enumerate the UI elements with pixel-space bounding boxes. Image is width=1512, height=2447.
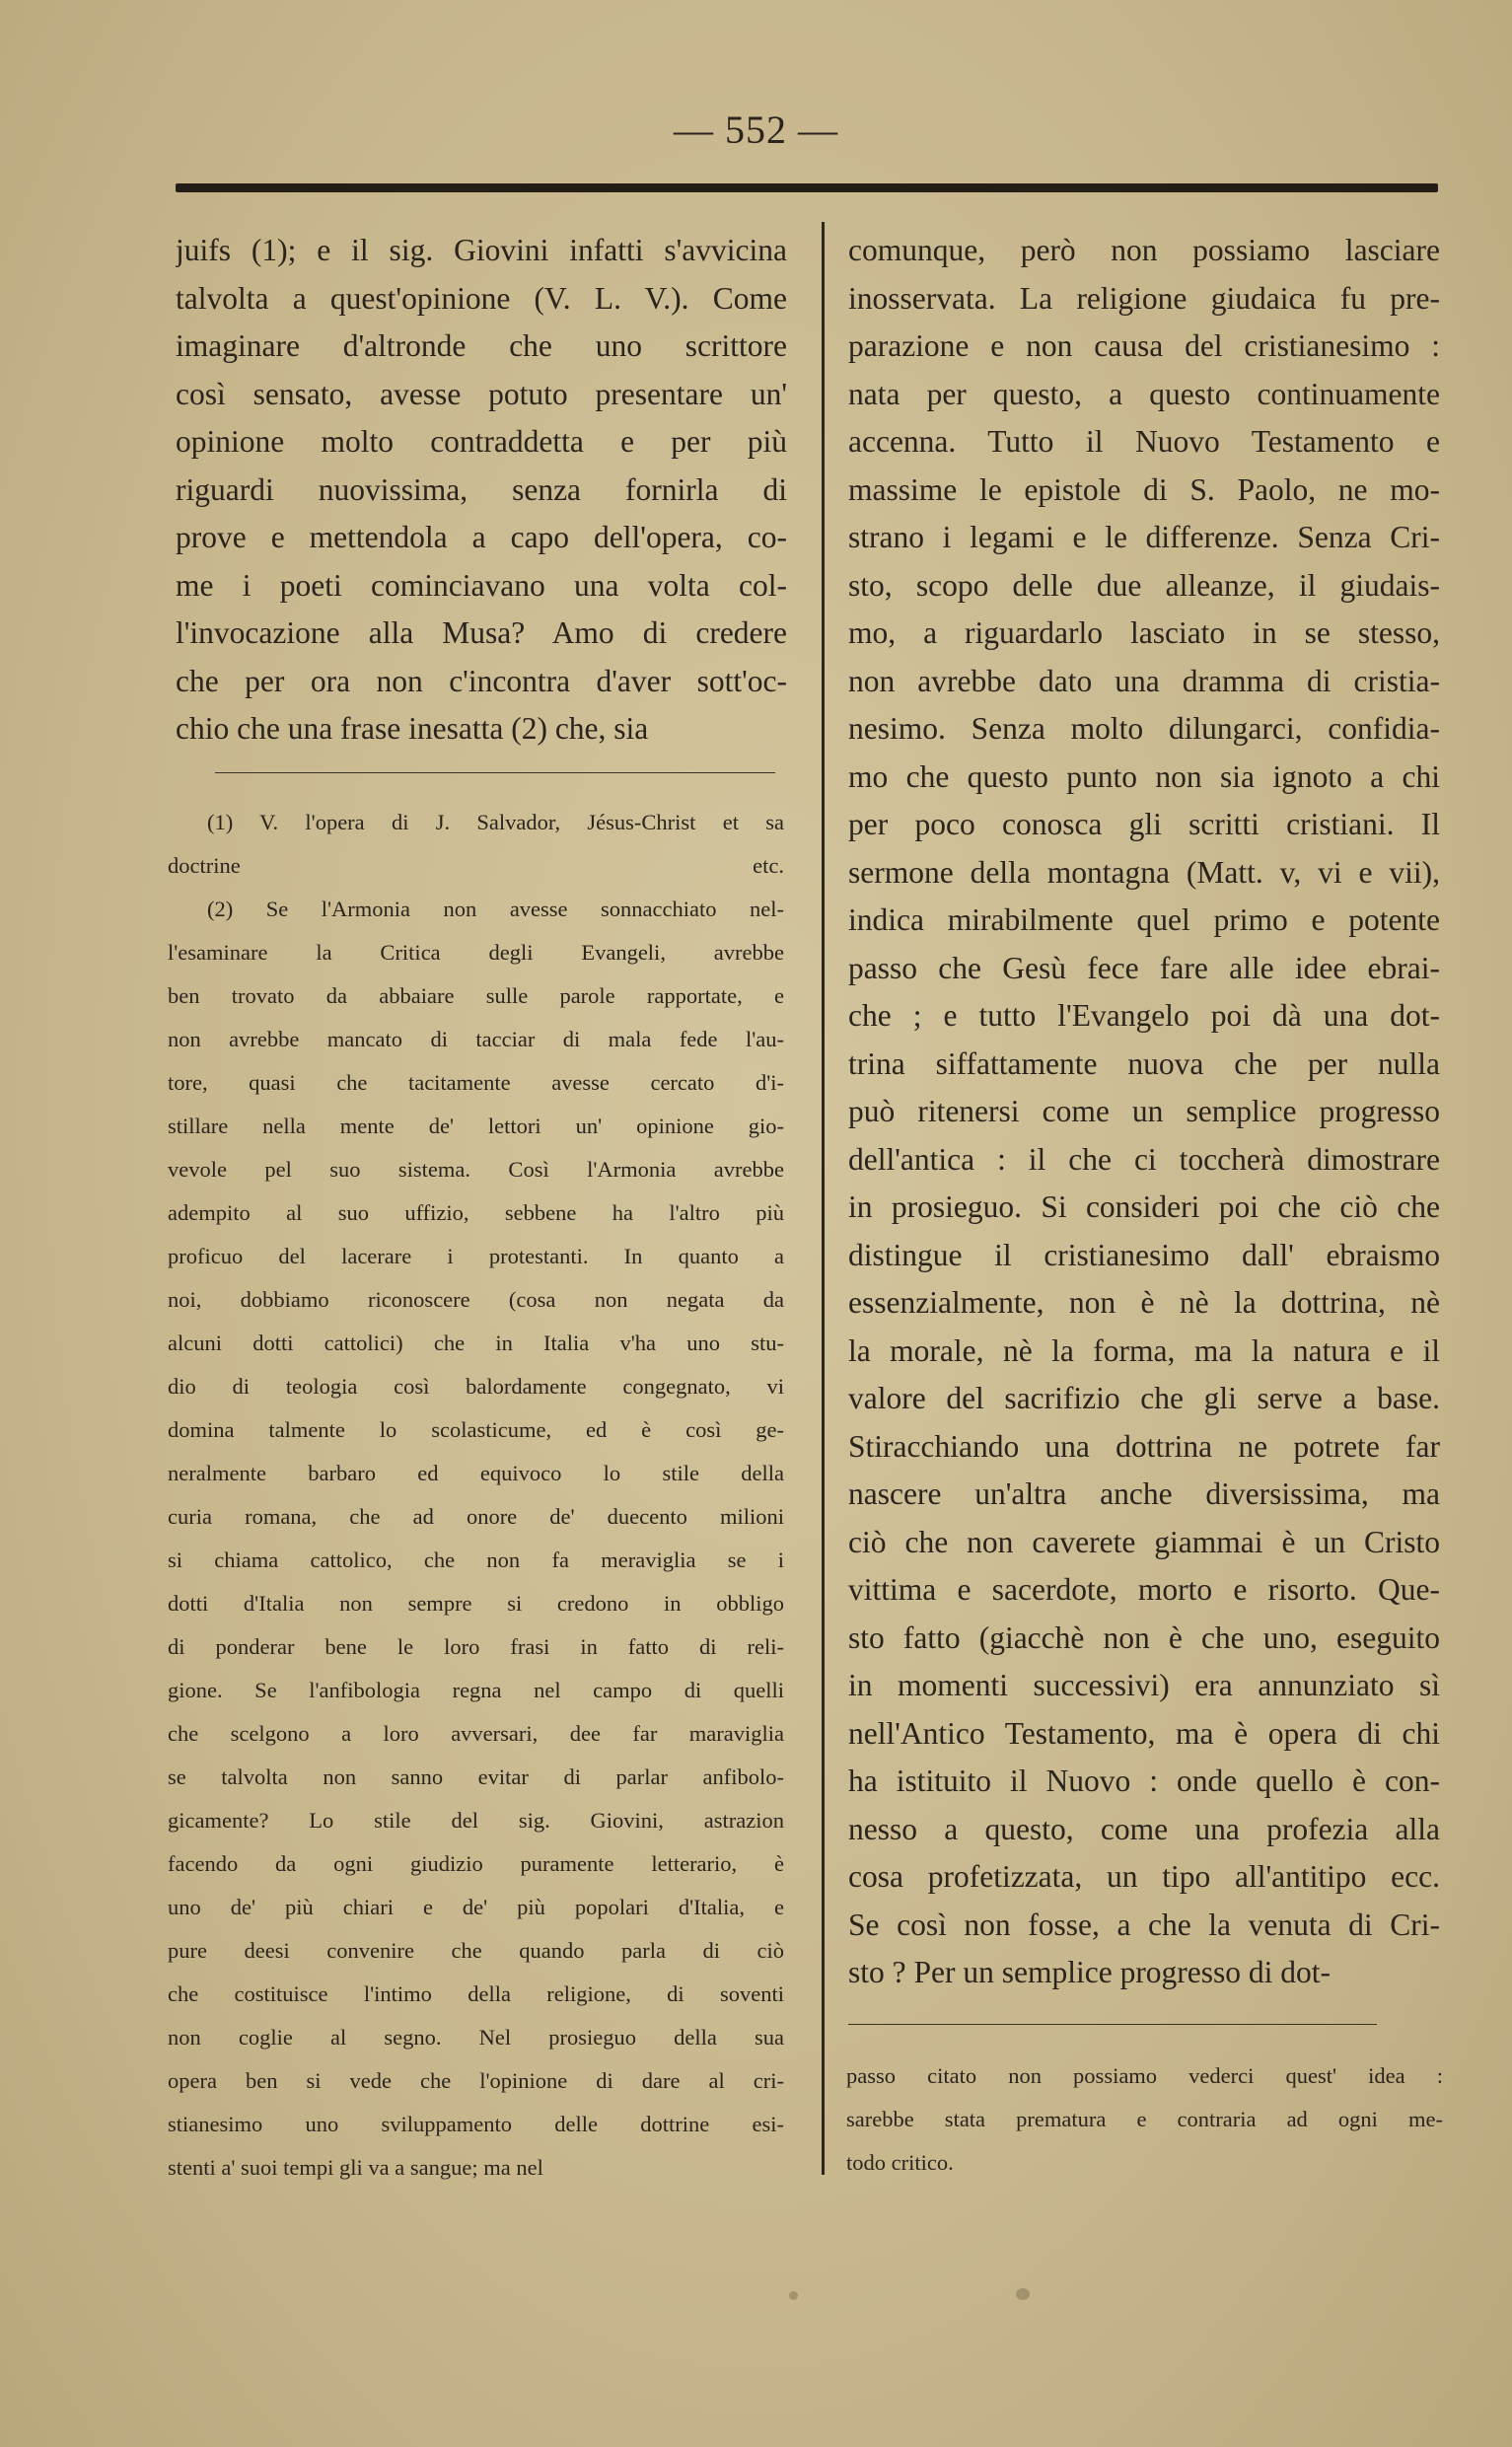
text-line: nesso a questo, come una profezia alla	[848, 1811, 1440, 1846]
text-line: nascere un'altra anche diversissima, ma	[848, 1476, 1440, 1511]
footnote-line: opera ben si vede che l'opinione di dare al cri-	[168, 2068, 784, 2093]
text-line: che per ora non c'incontra d'aver sott'oc-	[176, 663, 787, 698]
footnote-line: uno de' più chiari e de' più popolari d'Italia, e	[168, 1895, 784, 1919]
left-footnotes	[168, 801, 784, 2190]
text-line: nell'Antico Testamento, ma è opera di chi	[848, 1715, 1440, 1751]
text-line: nesimo. Senza molto dilungarci, confidia-	[848, 711, 1440, 746]
footnote-line: sarebbe stata prematura e contraria ad ogni me-	[846, 2107, 1443, 2131]
text-line: sto ? Per un semplice progresso di dot-	[848, 1955, 1332, 1989]
text-line: Stiracchiando una dottrina ne potrete far	[848, 1428, 1440, 1464]
footnote-line: stenti a' suoi tempi gli va a sangue; ma nel	[168, 2155, 543, 2180]
text-line: comunque, però non possiamo lasciare	[848, 233, 1440, 267]
header-rule	[176, 183, 1438, 192]
right-footnotes	[846, 2054, 1443, 2185]
text-line: per poco conosca gli scritti cristiani. Il	[848, 807, 1440, 841]
text-line: massime le epistole di S. Paolo, ne mo-	[848, 471, 1440, 507]
footnote-line: noi, dobbiamo riconoscere (cosa non negata da	[168, 1287, 784, 1312]
text-line: trina siffattamente nuova che per nulla	[848, 1045, 1440, 1081]
text-line: inosservata. La religione giudaica fu pre-	[848, 280, 1440, 316]
page-number: — 552 —	[674, 108, 838, 152]
text-line: dell'antica : il che ci toccherà dimostrare	[848, 1141, 1440, 1177]
text-line: ciò che non caverete giammai è un Cristo	[848, 1524, 1440, 1559]
text-line: in prosieguo. Si consideri poi che ciò che	[848, 1189, 1440, 1224]
footnote-line: gicamente? Lo stile del sig. Giovini, astrazion	[168, 1808, 784, 1833]
text-line: in momenti successivi) era annunziato sì	[848, 1668, 1440, 1702]
footnote-line: passo citato non possiamo vederci quest' idea :	[846, 2063, 1443, 2088]
right-footnote-separator	[848, 2024, 1377, 2025]
text-line: valore del sacrifizio che gli serve a base.	[848, 1381, 1440, 1415]
footnote-line: (1) V. l'opera di J. Salvador, Jésus-Christ et sa	[207, 810, 784, 834]
text-line: può ritenersi come un semplice progresso	[848, 1094, 1440, 1128]
text-line: indica mirabilmente quel primo e potente	[848, 902, 1440, 937]
footnote-line: (2) Se l'Armonia non avesse sonnacchiato nel-	[207, 897, 784, 921]
footnote-line: adempito al suo uffizio, sebbene ha l'altro più	[168, 1200, 784, 1225]
text-line: opinione molto contraddetta e per più	[176, 424, 787, 459]
footnote-line: non avrebbe mancato di tacciar di mala fede l'au-	[168, 1027, 784, 1051]
footnote-line: doctrine etc.	[168, 853, 784, 878]
text-line: essenzialmente, non è nè la dottrina, nè	[848, 1285, 1440, 1320]
paper-stain	[1016, 2288, 1030, 2300]
text-line: parazione e non causa del cristianesimo :	[848, 328, 1440, 363]
footnote-line: dio di teologia così balordamente congegnato, vi	[168, 1374, 784, 1399]
footnote-line: di ponderar bene le loro frasi in fatto di reli-	[168, 1634, 784, 1659]
left-column-text	[176, 227, 787, 754]
footnote-line: alcuni dotti cattolici) che in Italia v'ha uno stu-	[168, 1331, 784, 1355]
text-line: la morale, nè la forma, ma la natura e il	[848, 1332, 1440, 1368]
footnote-line: che costituisce l'intimo della religione, di soventi	[168, 1981, 784, 2006]
text-line: non avrebbe dato una dramma di cristia-	[848, 663, 1440, 698]
text-line: strano i legami e le differenze. Senza Cri-	[848, 520, 1440, 554]
left-footnote-separator	[215, 772, 775, 773]
footnote-line: proficuo del lacerare i protestanti. In quanto a	[168, 1244, 784, 1268]
text-line: talvolta a quest'opinione (V. L. V.). Come	[176, 280, 787, 316]
text-line: sto, scopo delle due alleanze, il giudais-	[848, 567, 1440, 603]
footnote-line: che scelgono a loro avversari, dee far maraviglia	[168, 1721, 784, 1746]
text-line: nata per questo, a questo continuamente	[848, 376, 1440, 411]
footnote-line: ben trovato da abbaiare sulle parole rapportate, e	[168, 983, 784, 1008]
text-line: me i poeti cominciavano una volta col-	[176, 567, 787, 603]
paper-stain	[789, 2291, 798, 2300]
footnote-line: todo critico.	[846, 2150, 954, 2175]
text-line: chio che una frase inesatta (2) che, sia	[176, 711, 649, 746]
footnote-line: stianesimo uno sviluppamento delle dottrine esi-	[168, 2112, 784, 2136]
text-line: juifs (1); e il sig. Giovini infatti s'avvicina	[176, 233, 787, 267]
text-line: cosa profetizzata, un tipo all'antitipo ecc.	[848, 1859, 1440, 1894]
text-line: accenna. Tutto il Nuovo Testamento e	[848, 424, 1440, 459]
text-line: riguardi nuovissima, senza fornirla di	[176, 471, 787, 507]
footnote-line: domina talmente lo scolasticume, ed è così ge-	[168, 1417, 784, 1442]
footnote-line: dotti d'Italia non sempre si credono in obbligo	[168, 1591, 784, 1616]
text-line: passo che Gesù fece fare alle idee ebrai-	[848, 950, 1440, 985]
text-line: l'invocazione alla Musa? Amo di credere	[176, 615, 787, 650]
text-line: che ; e tutto l'Evangelo poi dà una dot-	[848, 998, 1440, 1033]
footnote-line: stillare nella mente de' lettori un' opinione gio-	[168, 1114, 784, 1138]
footnote-line: non coglie al segno. Nel prosieguo della sua	[168, 2025, 784, 2050]
text-line: mo che questo punto non sia ignoto a chi	[848, 758, 1440, 794]
text-line: mo, a riguardarlo lasciato in se stesso,	[848, 615, 1440, 650]
footnote-line: curia romana, che ad onore de' duecento milioni	[168, 1504, 784, 1529]
footnote-line: l'esaminare la Critica degli Evangeli, avrebbe	[168, 940, 784, 965]
column-divider	[822, 222, 825, 2175]
footnote-line: pure deesi convenire che quando parla di ciò	[168, 1938, 784, 1963]
footnote-line: gione. Se l'anfibologia regna nel campo di quelli	[168, 1678, 784, 1702]
text-line: ha istituito il Nuovo : onde quello è con-	[848, 1763, 1440, 1798]
footnote-line: si chiama cattolico, che non fa meraviglia se i	[168, 1547, 784, 1572]
text-line: Se così non fosse, a che la venuta di Cri-	[848, 1907, 1440, 1942]
footnote-line: se talvolta non sanno evitar di parlar anfibolo-	[168, 1764, 784, 1789]
text-line: prove e mettendola a capo dell'opera, co-	[176, 520, 787, 554]
right-column-text	[848, 227, 1440, 1997]
text-line: vittima e sacerdote, morto e risorto. Que-	[848, 1572, 1440, 1607]
footnote-line: neralmente barbaro ed equivoco lo stile della	[168, 1461, 784, 1485]
text-line: sermone della montagna (Matt. v, vi e vii),	[848, 854, 1440, 890]
text-line: distingue il cristianesimo dall' ebraismo	[848, 1237, 1440, 1272]
text-line: così sensato, avesse potuto presentare un'	[176, 376, 787, 411]
footnote-line: facendo da ogni giudizio puramente letterario, è	[168, 1851, 784, 1876]
text-line: sto fatto (giacchè non è che uno, eseguito	[848, 1619, 1440, 1655]
footnote-line: tore, quasi che tacitamente avesse cercato d'i-	[168, 1070, 784, 1095]
text-line: imaginare d'altronde che uno scrittore	[176, 328, 787, 363]
footnote-line: vevole pel suo sistema. Così l'Armonia avrebbe	[168, 1157, 784, 1182]
